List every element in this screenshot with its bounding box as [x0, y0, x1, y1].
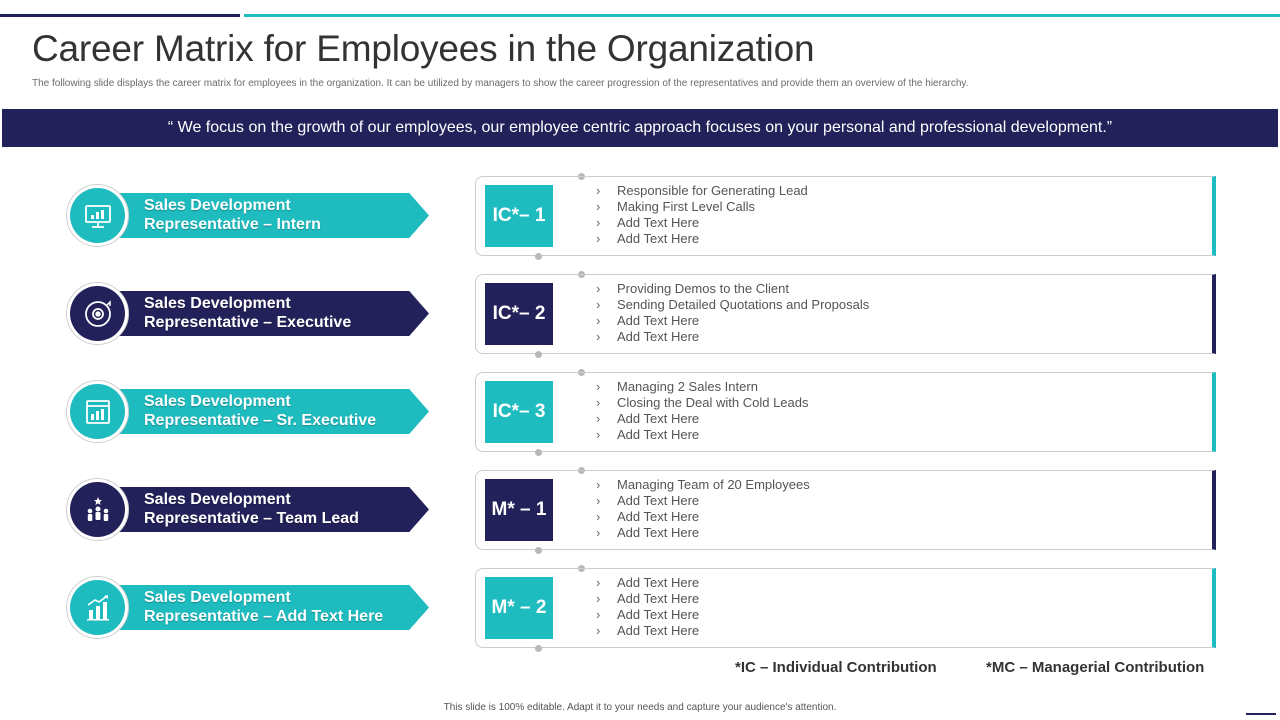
list-item: › Managing 2 Sales Intern — [596, 379, 758, 394]
role-label-line2: Representative – Team Lead — [144, 510, 359, 527]
quote-banner: “ We focus on the growth of our employees, our employee centric approach focuses on your personal and professional development.” — [2, 109, 1278, 147]
list-item: › Add Text Here — [596, 231, 700, 246]
career-row — [0, 568, 1280, 650]
list-item: › Add Text Here — [596, 313, 700, 328]
role-label-line1: Sales Development — [144, 197, 291, 214]
responsibility-list — [596, 379, 809, 443]
browser-chart-icon — [70, 384, 125, 439]
role-label — [144, 196, 321, 234]
list-item: › Add Text Here — [596, 575, 700, 590]
page-title: Career Matrix for Employees in the Organization — [32, 28, 815, 69]
role-label — [144, 588, 383, 626]
legend-ic: *IC – Individual Contribution — [735, 659, 937, 676]
list-item: › Providing Demos to the Client — [596, 281, 789, 296]
legend-mc: *MC – Managerial Contribution — [986, 659, 1205, 676]
career-row — [0, 372, 1280, 454]
list-item: › Add Text Here — [596, 215, 700, 230]
list-item: › Add Text Here — [596, 607, 700, 622]
level-code-box: M* – 2 — [485, 577, 553, 639]
connector-dot — [535, 645, 542, 652]
responsibility-list — [596, 183, 808, 247]
list-item: › Add Text Here — [596, 411, 700, 426]
list-item: › Managing Team of 20 Employees — [596, 477, 810, 492]
role-label-line2: Representative – Executive — [144, 314, 352, 331]
role-label-line1: Sales Development — [144, 491, 291, 508]
responsibility-list — [596, 575, 699, 639]
list-item: › Add Text Here — [596, 623, 700, 638]
role-label — [144, 490, 359, 528]
responsibility-list — [596, 477, 810, 541]
role-label-line1: Sales Development — [144, 589, 291, 606]
connector-dot — [535, 253, 542, 260]
list-item: › Closing the Deal with Cold Leads — [596, 395, 809, 410]
footer-note: This slide is 100% editable. Adapt it to your needs and capture your audience's attention. — [443, 702, 837, 713]
monitor-chart-icon — [70, 188, 125, 243]
role-label — [144, 294, 351, 332]
connector-dot — [535, 351, 542, 358]
corner-accent-line — [1246, 713, 1276, 715]
list-item: › Sending Detailed Quotations and Proposals — [596, 297, 870, 312]
role-label-line2: Representative – Add Text Here — [144, 608, 384, 625]
level-code-box: M* – 1 — [485, 479, 553, 541]
responsibility-list — [596, 281, 869, 345]
list-item: › Add Text Here — [596, 493, 700, 508]
list-item: › Add Text Here — [596, 591, 700, 606]
role-label-line1: Sales Development — [144, 295, 291, 312]
list-item: › Add Text Here — [596, 329, 700, 344]
role-label-line1: Sales Development — [144, 393, 291, 410]
list-item: › Add Text Here — [596, 427, 700, 442]
page-subtitle: The following slide displays the career matrix for employees in the organization. It can be utilized by managers to show the career progression of the representatives and provide them an overview of the hierarchy. — [32, 78, 969, 89]
top-accent-line-dark — [0, 14, 240, 17]
role-label-line2: Representative – Sr. Executive — [144, 412, 377, 429]
level-code-box: IC*– 3 — [485, 381, 553, 443]
role-label-line2: Representative – Intern — [144, 216, 321, 233]
career-row — [0, 176, 1280, 258]
team-leader-icon — [70, 482, 125, 537]
career-row — [0, 470, 1280, 552]
connector-dot — [535, 449, 542, 456]
role-label — [144, 392, 376, 430]
list-item: › Add Text Here — [596, 509, 700, 524]
connector-dot — [535, 547, 542, 554]
gear-cycle-icon — [70, 286, 125, 341]
career-row — [0, 274, 1280, 356]
level-code-box: IC*– 1 — [485, 185, 553, 247]
top-accent-line-teal — [244, 14, 1280, 17]
list-item: › Add Text Here — [596, 525, 700, 540]
growth-bars-icon — [70, 580, 125, 635]
list-item: › Making First Level Calls — [596, 199, 755, 214]
list-item: › Responsible for Generating Lead — [596, 183, 808, 198]
level-code-box: IC*– 2 — [485, 283, 553, 345]
